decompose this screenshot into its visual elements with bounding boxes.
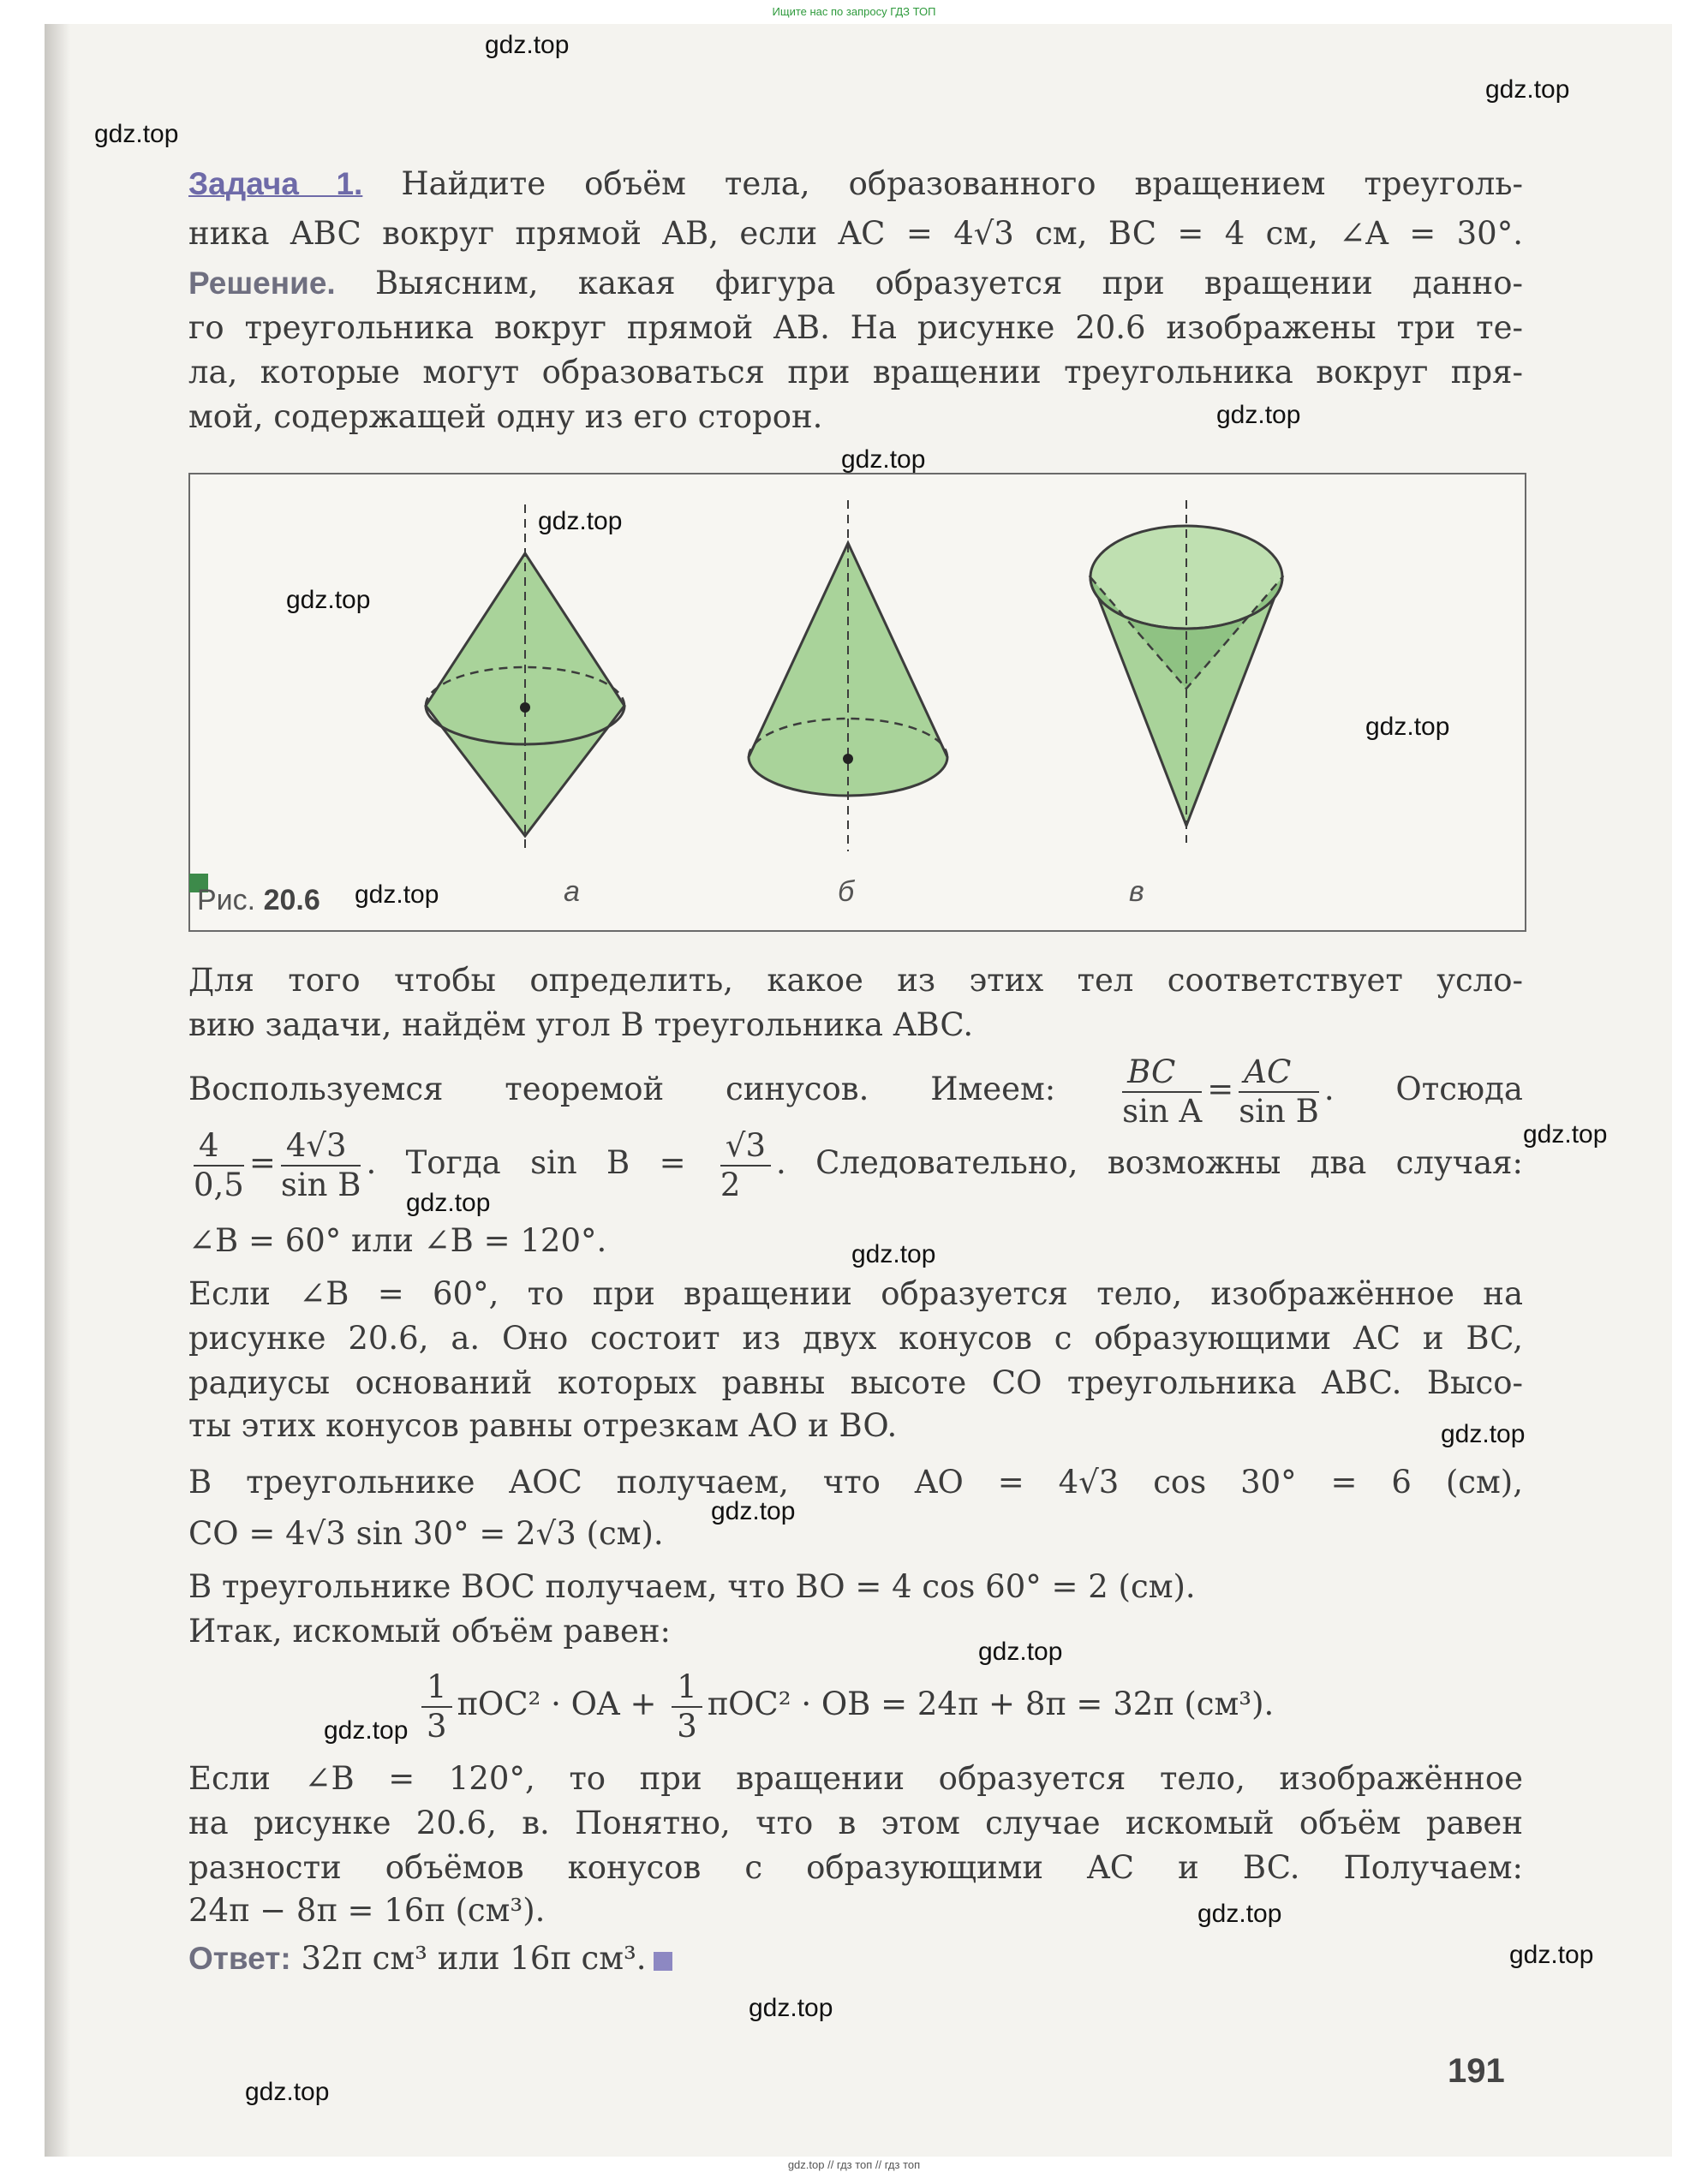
body-p6-line-2: CO = 4√3 sin 30° = 2√3 (см). bbox=[188, 1515, 664, 1552]
solution-line-3: ла, которые могут образоваться при вращении треугольника вокруг пря- bbox=[188, 354, 1523, 391]
frac-den: 0,5 bbox=[194, 1166, 244, 1203]
watermark: gdz.top bbox=[978, 1638, 1063, 1666]
frac-den: sin B bbox=[280, 1166, 361, 1203]
figure-label-v: в bbox=[1129, 875, 1144, 908]
watermark: gdz.top bbox=[1197, 1900, 1282, 1928]
body-p1-line-1: Для того чтобы определить, какое из этих тел соответствует усло- bbox=[188, 962, 1523, 999]
watermark: gdz.top bbox=[355, 880, 439, 909]
frac-num: AC bbox=[1239, 1053, 1319, 1093]
top-note: Ищите нас по запросу ГДЗ ТОП bbox=[772, 5, 936, 18]
watermark: gdz.top bbox=[749, 1994, 833, 2022]
end-of-solution-marker bbox=[654, 1952, 672, 1971]
bottom-note: gdz.top // гдз топ // гдз топ bbox=[787, 2158, 921, 2171]
watermark: gdz.top bbox=[1365, 713, 1450, 741]
frac-num: 4 bbox=[194, 1127, 244, 1167]
body-p2-line: Воспользуемся теоремой синусов. Имеем: $\frac{BC}{\text{sin A}}$ = $\frac{AC}{\text{sin B}}$ . Отсюда bbox=[188, 1053, 1523, 1130]
p2-end: Отсюда bbox=[1395, 1071, 1523, 1107]
p2-start: Воспользуемся теоремой синусов. Имеем: bbox=[188, 1071, 1056, 1107]
solution-label: Решение. bbox=[188, 266, 336, 301]
body-p4: ∠B = 60° или ∠B = 120°. bbox=[188, 1222, 607, 1259]
body-p9-line-1: Если ∠B = 120°, то при вращении образуется тело, изображённое bbox=[188, 1760, 1523, 1797]
figure-label-b: б bbox=[838, 875, 855, 908]
watermark: gdz.top bbox=[711, 1497, 796, 1525]
watermark: gdz.top bbox=[1441, 1420, 1526, 1448]
frac-num: 1 bbox=[672, 1668, 702, 1708]
cone-b bbox=[749, 500, 947, 851]
fraction-ac-sinb bbox=[1239, 1053, 1319, 1131]
body-p5-line-3: радиусы оснований которых равны высоте CO треугольника ABC. Высо- bbox=[188, 1364, 1523, 1401]
task-text-1: Найдите объём тела, образованного вращением треуголь- bbox=[401, 165, 1523, 202]
watermark: gdz.top bbox=[94, 120, 179, 148]
task-label: Задача 1. bbox=[188, 166, 363, 201]
task-line-1 bbox=[188, 163, 1523, 206]
watermark: gdz.top bbox=[485, 31, 570, 59]
frac-den: 3 bbox=[677, 1707, 697, 1745]
formula-part-1: πOC² · OA + bbox=[457, 1686, 657, 1722]
fraction-bc-sina bbox=[1122, 1053, 1202, 1131]
double-cone-a bbox=[426, 504, 624, 851]
watermark: gdz.top bbox=[1485, 75, 1570, 104]
watermark: gdz.top bbox=[1509, 1941, 1594, 1969]
watermark: gdz.top bbox=[286, 586, 371, 614]
fraction-one-third-2 bbox=[672, 1668, 702, 1745]
body-p9-line-2: на рисунке 20.6, в. Понятно, что в этом случае искомый объём равен bbox=[188, 1805, 1523, 1841]
solution-line-1 bbox=[188, 262, 1523, 305]
body-p3-line: $\frac{4}{0,5}$ = $\frac{4√3}{\text{sin B}}$ . Тогда sin B = $\frac{√3}{2}$ . Следовательно, возможны два случая: bbox=[194, 1126, 1523, 1203]
frac-num: BC bbox=[1122, 1053, 1202, 1093]
frac-num: 1 bbox=[421, 1668, 452, 1708]
caption-prefix: Рис. bbox=[197, 884, 256, 916]
answer-line bbox=[188, 1937, 1523, 1980]
watermark: gdz.top bbox=[1523, 1120, 1608, 1149]
volume-formula bbox=[416, 1663, 1274, 1745]
body-p5-line-1: Если ∠B = 60°, то при вращении образуется тело, изображённое на bbox=[188, 1275, 1523, 1312]
frac-num: 4√3 bbox=[281, 1127, 361, 1167]
fraction-4-05 bbox=[194, 1127, 244, 1204]
body-p6-line-1: В треугольнике AOC получаем, что AO = 4√3 cos 30° = 6 (см), bbox=[188, 1464, 1523, 1501]
body-p5-line-2: рисунке 20.6, a. Оно состоит из двух конусов с образующими AC и BC, bbox=[188, 1320, 1523, 1357]
watermark: gdz.top bbox=[406, 1189, 491, 1217]
watermark: gdz.top bbox=[538, 507, 623, 535]
fraction-one-third-1 bbox=[421, 1668, 452, 1745]
body-p7: В треугольнике BOC получаем, что BO = 4 cos 60° = 2 (см). bbox=[188, 1568, 1196, 1605]
figure-drawing bbox=[190, 474, 1525, 930]
p3-mid: Тогда sin B = bbox=[405, 1144, 686, 1181]
page-spine-shadow bbox=[45, 24, 70, 2157]
task-line-2: ника ABC вокруг прямой AB, если AC = 4√3 см, BC = 4 см, ∠A = 30°. bbox=[188, 215, 1523, 252]
frac-den: 3 bbox=[427, 1707, 447, 1745]
watermark: gdz.top bbox=[841, 445, 926, 474]
fraction-4sqrt3-sinb bbox=[281, 1127, 361, 1204]
body-p1-line-2: вию задачи, найдём угол B треугольника ABC. bbox=[188, 1006, 974, 1043]
watermark: gdz.top bbox=[1216, 401, 1301, 429]
body-p9-line-3: разности объёмов конусов с образующими AC и BC. Получаем: bbox=[188, 1849, 1523, 1886]
figure-caption bbox=[197, 884, 320, 917]
caption-number: 20.6 bbox=[263, 884, 320, 916]
hollow-cone-v bbox=[1090, 500, 1282, 843]
p3-end: Следовательно, возможны два случая: bbox=[815, 1144, 1523, 1181]
solution-line-2: го треугольника вокруг прямой AB. На рисунке 20.6 изображены три те- bbox=[188, 309, 1523, 346]
watermark: gdz.top bbox=[851, 1240, 936, 1268]
body-p8: Итак, искомый объём равен: bbox=[188, 1613, 672, 1650]
fraction-sqrt3-2 bbox=[720, 1127, 771, 1204]
body-p9-line-4: 24π − 8π = 16π (см³). bbox=[188, 1892, 546, 1929]
page-number: 191 bbox=[1448, 2052, 1505, 2090]
body-p5-line-4: ты этих конусов равны отрезкам AO и BO. bbox=[188, 1407, 898, 1444]
answer-text: 32π см³ или 16π см³. bbox=[301, 1940, 647, 1977]
formula-part-2: πOC² · OB = 24π + 8π = 32π (см³). bbox=[707, 1686, 1275, 1722]
frac-num: √3 bbox=[720, 1127, 771, 1167]
figure-label-a: а bbox=[564, 875, 580, 908]
watermark: gdz.top bbox=[245, 2078, 330, 2106]
frac-den: 2 bbox=[720, 1166, 741, 1203]
frac-den: sin B bbox=[1239, 1092, 1319, 1130]
solution-text-1: Выясним, какая фигура образуется при вращении данно- bbox=[375, 265, 1523, 301]
frac-den: sin A bbox=[1122, 1092, 1203, 1130]
watermark: gdz.top bbox=[324, 1716, 409, 1745]
answer-label: Ответ: bbox=[188, 1941, 291, 1976]
solution-line-4: мой, содержащей одну из его сторон. bbox=[188, 398, 823, 435]
figure-20-6 bbox=[188, 473, 1526, 932]
